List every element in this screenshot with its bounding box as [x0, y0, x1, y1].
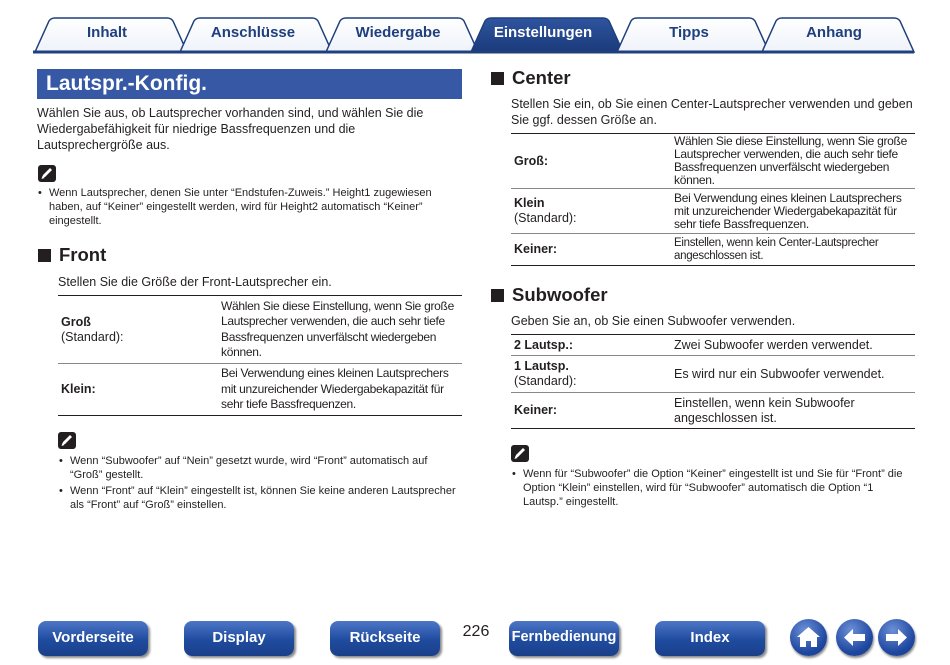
- table-row: [511, 356, 915, 393]
- front-table: [58, 295, 462, 416]
- table-row: [58, 296, 462, 364]
- tab-anschluesse[interactable]: Anschlüsse: [210, 24, 296, 41]
- intro-text: Wählen Sie aus, ob Lautsprecher vorhanden sind, und wählen Sie die Wiedergabefähigkeit für niedrige Bassfrequenzen und die Lautsprechergröße aus.: [37, 106, 424, 152]
- pencil-note-icon: [58, 432, 76, 449]
- table-key: Groß (Standard):: [58, 296, 218, 364]
- table-value: Wählen Sie diese Einstellung, wenn Sie große Lautsprecher verwenden, die auch sehr tiefe Bassfrequenzen unverfälscht wiedergeben können.: [218, 296, 462, 364]
- section-square-icon: [491, 289, 504, 302]
- vorderseite-button[interactable]: Vorderseite: [38, 621, 148, 656]
- home-icon: [790, 619, 827, 656]
- center-heading: [491, 67, 571, 89]
- table-key: Keiner:: [514, 403, 558, 417]
- back-button[interactable]: [836, 619, 873, 656]
- table-row: [511, 335, 915, 356]
- rueckseite-button[interactable]: Rückseite: [330, 621, 440, 656]
- tab-tipps[interactable]: Tipps: [669, 24, 709, 41]
- table-key: 2 Lautsp.:: [511, 335, 671, 356]
- subwoofer-table: [511, 334, 915, 429]
- table-key: Klein (Standard):: [511, 189, 671, 234]
- table-value: Es wird nur ein Subwoofer verwendet.: [671, 356, 915, 393]
- note-list-2: [58, 454, 462, 514]
- center-heading-label: Center: [512, 67, 571, 88]
- tab-bar: [0, 0, 950, 60]
- table-row: [58, 364, 462, 416]
- subwoofer-heading: [491, 284, 608, 306]
- tab-inhalt[interactable]: Inhalt: [87, 24, 127, 41]
- note-list-1: [37, 186, 462, 230]
- section-square-icon: [491, 72, 504, 85]
- display-button[interactable]: Display: [184, 621, 294, 656]
- section-square-icon: [38, 249, 51, 262]
- arrow-left-icon: [836, 619, 873, 656]
- page-number: 226: [462, 623, 490, 640]
- note-item: • Wenn “Front” auf “Klein” eingestellt ist, können Sie keine anderen Lautsprecher als “Front” auf “Groß” einstellen.: [58, 484, 462, 512]
- tab-einstellungen[interactable]: Einstellungen: [493, 24, 593, 41]
- note-item: • Wenn Lautsprecher, denen Sie unter “Endstufen-Zuweis.” Height1 zugewiesen haben, auf “Keiner” eingestellt werden, wird für Height2 automatisch “Keiner” eingestellt.: [37, 186, 462, 228]
- pencil-note-icon: [511, 445, 529, 462]
- front-description: Stellen Sie die Größe der Front-Lautsprecher ein.: [58, 275, 332, 289]
- tab-anhang[interactable]: Anhang: [806, 24, 862, 41]
- tab-wiedergabe[interactable]: Wiedergabe: [355, 24, 441, 41]
- center-description: Stellen Sie ein, ob Sie einen Center-Lautsprecher verwenden und geben Sie ggf. dessen Größe an.: [511, 97, 913, 127]
- table-row: [511, 189, 915, 234]
- front-heading: [38, 244, 106, 266]
- table-row: [511, 234, 915, 266]
- index-button[interactable]: Index: [655, 621, 765, 656]
- arrow-right-icon: [878, 619, 915, 656]
- home-button[interactable]: [790, 619, 827, 656]
- table-key: Groß:: [511, 134, 671, 189]
- table-value: Bei Verwendung eines kleinen Lautsprechers mit unzureichender Wiedergabekapazität für sehr tiefe Bassfrequenzen.: [221, 366, 449, 412]
- front-heading-label: Front: [59, 244, 107, 265]
- note-item: • Wenn “Subwoofer” auf “Nein” gesetzt wurde, wird “Front” automatisch auf “Groß” gestellt.: [58, 454, 462, 482]
- table-key: 1 Lautsp. (Standard):: [511, 356, 671, 393]
- subwoofer-description: Geben Sie an, ob Sie einen Subwoofer verwenden.: [511, 314, 796, 328]
- table-key: Keiner:: [514, 242, 558, 256]
- forward-button[interactable]: [878, 619, 915, 656]
- page-title: Lautspr.-Konfig.: [37, 69, 462, 99]
- pencil-note-icon: [38, 165, 56, 182]
- table-key: Klein:: [61, 382, 96, 396]
- table-value: Bei Verwendung eines kleinen Lautsprechers mit unzureichender Wiedergabekapazität für sehr tiefe Bassfrequenzen.: [671, 189, 915, 234]
- note-item: • Wenn für “Subwoofer” die Option “Keiner” eingestellt ist und Sie für “Front” die Option “Klein” einstellen, wird für “Subwoofer” automatisch die Option “1 Lautsp.” eingestellt.: [511, 467, 915, 509]
- table-value: Einstellen, wenn kein Center-Lautsprecher angeschlossen ist.: [674, 236, 879, 262]
- table-value: Zwei Subwoofer werden verwendet.: [671, 335, 915, 356]
- table-value: Einstellen, wenn kein Subwoofer angeschlossen ist.: [674, 395, 855, 425]
- table-value: Wählen Sie diese Einstellung, wenn Sie große Lautsprecher verwenden, die auch sehr tiefe Bassfrequenzen unverfälscht wiedergeben können.: [671, 134, 915, 189]
- subwoofer-heading-label: Subwoofer: [512, 284, 608, 305]
- note-list-3: [511, 467, 915, 511]
- table-row: [511, 134, 915, 189]
- fernbedienung-button[interactable]: Fernbedienung: [509, 621, 619, 656]
- center-table: [511, 133, 915, 266]
- table-row: [511, 393, 915, 429]
